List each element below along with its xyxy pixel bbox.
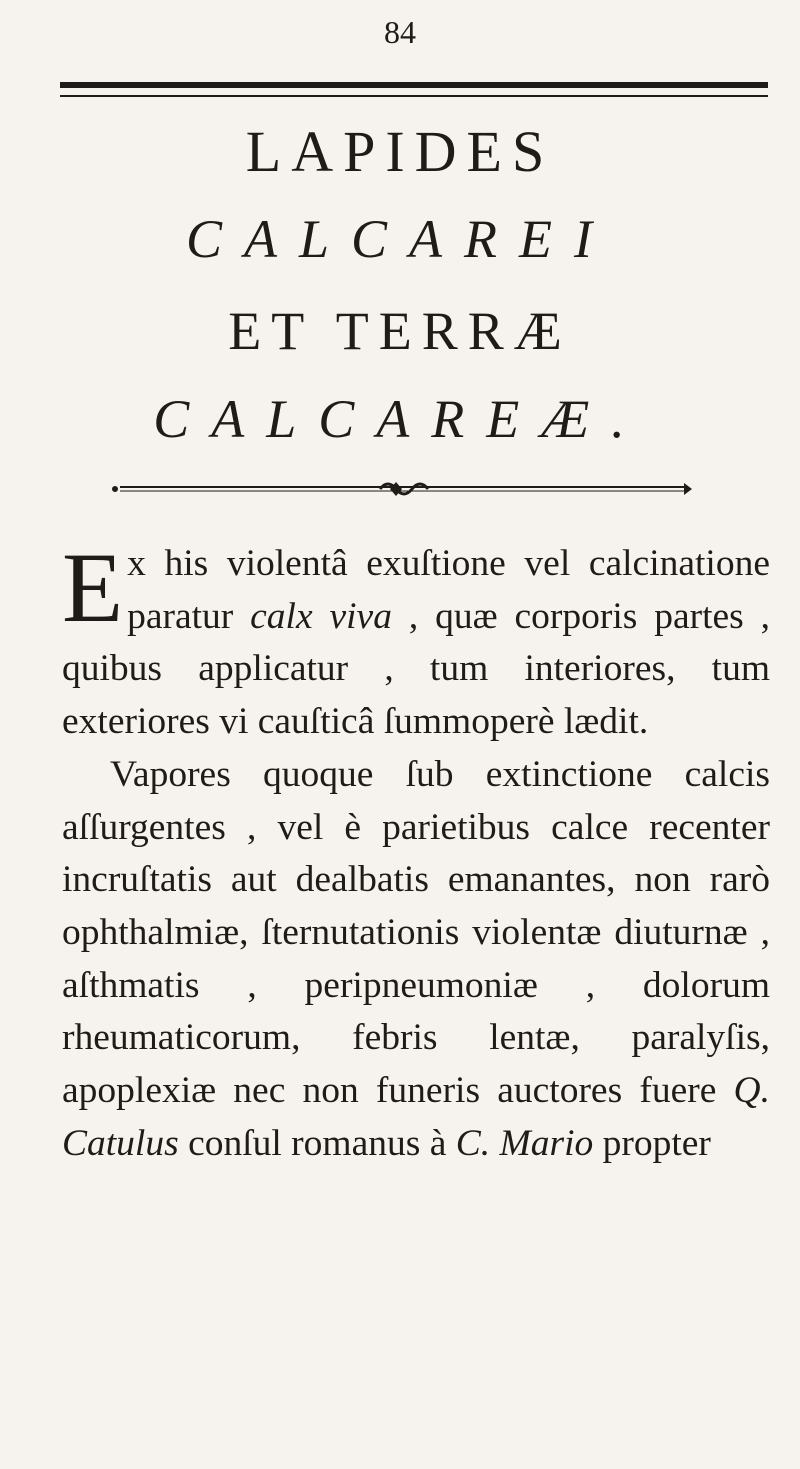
header-rule-thin: [60, 95, 768, 97]
body-text: [62, 532, 770, 1170]
name-catulus: Q. Catulus: [62, 1070, 770, 1164]
ornament-divider-icon: [110, 478, 694, 500]
drop-cap: E: [62, 532, 124, 643]
title-line-3: ET TERRÆ: [228, 301, 572, 361]
ornament-divider: [110, 478, 694, 500]
header-rule-thick: [60, 82, 768, 88]
paragraph-2: Vapores quoque ſub extinctione calcis aſſurgentes , vel è parietibus calce recenter incruſtatis aut dealbatis emanantes, non rarò ophthalmiæ, ſternutationis violentæ diuturnæ , aſthmatis , peripneumoniæ , dolorum rheumaticorum, febris lentæ, paralyſis, apoplexiæ nec non funeris auctores fuere Q. Catulus conſul romanus à C. Mario propter: [62, 753, 770, 1164]
term-calx-viva: calx viva: [250, 595, 392, 637]
name-mario: C. Mario: [455, 1122, 594, 1164]
paragraph-1: Ex his violentâ exuſtione vel calcinatione paratur calx viva , quæ corporis partes , quibus applicatur , tum interiores, tum exteriores vi cauſticâ ſummoperè lædit.: [62, 532, 770, 743]
title-line-2: CALCAREI: [186, 209, 614, 269]
title-line-4: CALCAREÆ.: [153, 389, 647, 449]
title-line-1: LAPIDES: [245, 119, 555, 184]
page-number: 84: [384, 14, 416, 50]
